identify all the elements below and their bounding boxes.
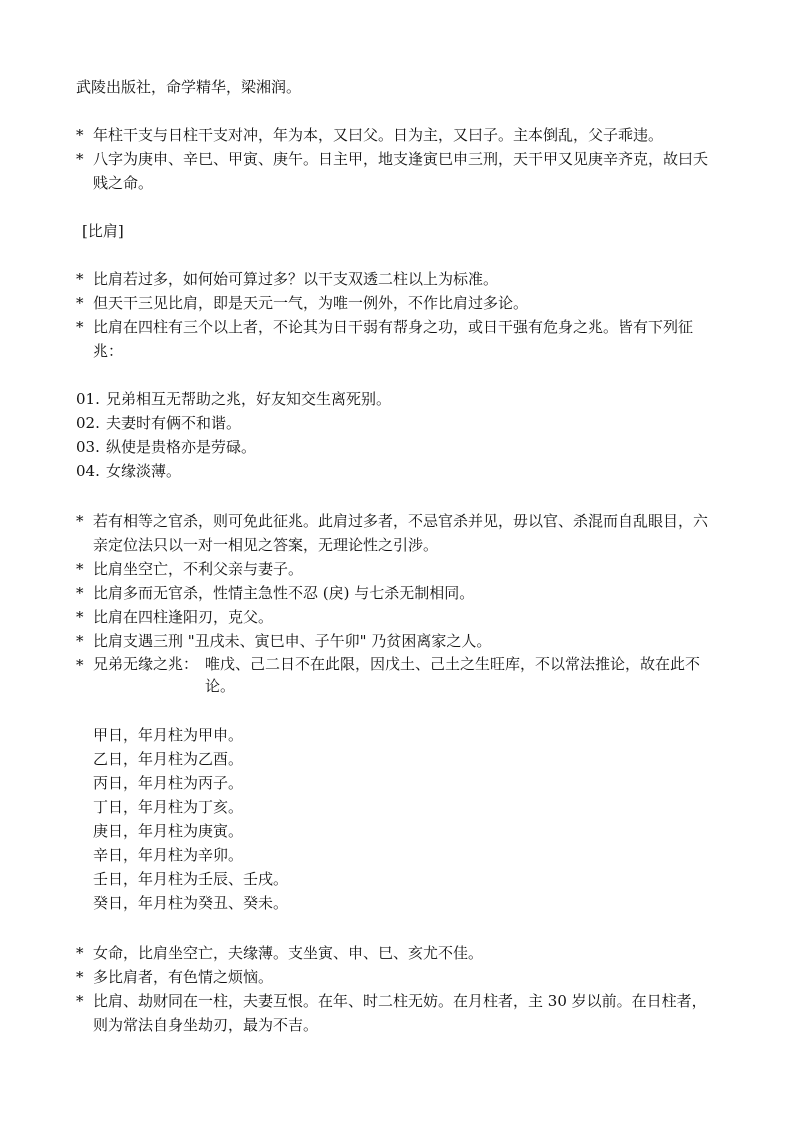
pillar-item: 甲日，年月柱为甲申。 — [93, 726, 244, 744]
final-item: 女命，比肩坐空亡，夫缘薄。支坐寅、申、巳、亥尤不佳。 — [93, 944, 484, 962]
omen-number: 04. — [76, 462, 100, 480]
bullet-icon: * — [76, 992, 84, 1010]
pillar-item: 丙日，年月柱为丙子。 — [93, 774, 244, 792]
section-title: [比肩] — [82, 222, 124, 240]
omen-text: 女缘淡薄。 — [106, 462, 182, 480]
bullet-icon: * — [76, 150, 84, 168]
bijian-item: 比肩若过多，如何始可算过多？以干支双透二柱以上为标准。 — [93, 270, 499, 288]
bullet-icon: * — [76, 584, 84, 602]
more-item: 若有相等之官杀，则可免此征兆。此肩过多者，不忌官杀并见，毋以官、杀混而自乱眼目，六亲定位法只以一对一相见之答案，无理论性之引涉。 — [93, 512, 709, 554]
bullet-icon: * — [76, 270, 84, 288]
intro-item: 八字为庚申、辛巳、甲寅、庚午。日主甲，地支逢寅巳申三刑，天干甲又见庚辛齐克，故曰夭贱之命。 — [93, 150, 709, 192]
more-item: 比肩在四柱逢阳刃，克父。 — [93, 608, 274, 626]
pillar-item: 壬日，年月柱为壬辰、壬戌。 — [93, 870, 289, 888]
omen-number: 03. — [76, 438, 100, 456]
intro-item: 年柱干支与日柱干支对冲，年为本，又曰父。日为主，又曰子。主本倒乱，父子乖违。 — [93, 126, 664, 144]
bullet-icon: * — [76, 512, 84, 530]
bullet-icon: * — [76, 318, 84, 336]
bijian-item: 比肩在四柱有三个以上者，不论其为日干弱有帮身之功，或日干强有危身之兆。皆有下列征兆： — [93, 318, 694, 360]
source-line: 武陵出版社，命学精华，梁湘润。 — [76, 78, 302, 96]
bullet-icon: * — [76, 294, 84, 312]
omen-text: 夫妻时有俩不和谐。 — [106, 414, 242, 432]
bullet-icon: * — [76, 560, 84, 578]
bullet-icon: * — [76, 944, 84, 962]
bullet-icon: * — [76, 632, 84, 650]
bullet-icon: * — [76, 608, 84, 626]
bullet-icon: * — [76, 968, 84, 986]
pillar-item: 丁日，年月柱为丁亥。 — [93, 798, 244, 816]
bijian-item: 但天干三见比肩，即是天元一气，为唯一例外，不作比肩过多论。 — [93, 294, 529, 312]
more-item: 比肩坐空亡，不利父亲与妻子。 — [93, 560, 304, 578]
more-item: 比肩多而无官杀，性情主急性不忍 (戾) 与七杀无制相同。 — [93, 584, 475, 602]
omen-number: 02. — [76, 414, 100, 432]
bullet-icon: * — [76, 656, 84, 674]
omen-text: 兄弟相互无帮助之兆，好友知交生离死别。 — [106, 390, 392, 408]
pillar-item: 乙日，年月柱为乙酉。 — [93, 750, 244, 768]
pillar-item: 庚日，年月柱为庚寅。 — [93, 822, 244, 840]
final-item: 比肩、劫财同在一柱，夫妻互恨。在年、时二柱无妨。在月柱者，主 30 岁以前。在日柱者，则为常法自身坐劫刃，最为不吉。 — [93, 992, 707, 1034]
bullet-icon: * — [76, 126, 84, 144]
final-item: 多比肩者，有色情之烦恼。 — [93, 968, 274, 986]
brothers-label: 兄弟无缘之兆： — [93, 655, 199, 673]
omen-number: 01. — [76, 390, 100, 408]
pillar-item: 癸日，年月柱为癸丑、癸未。 — [93, 894, 289, 912]
omen-text: 纵使是贵格亦是劳碌。 — [106, 438, 257, 456]
brothers-text: 唯戊、己二日不在此限，因戊土、己土之生旺库，不以常法推论，故在此不论。 — [205, 655, 701, 695]
more-item: 比肩支遇三刑 "丑戌未、寅巳申、子午卯" 乃贫困离家之人。 — [93, 632, 492, 650]
pillar-item: 辛日，年月柱为辛卯。 — [93, 846, 244, 864]
